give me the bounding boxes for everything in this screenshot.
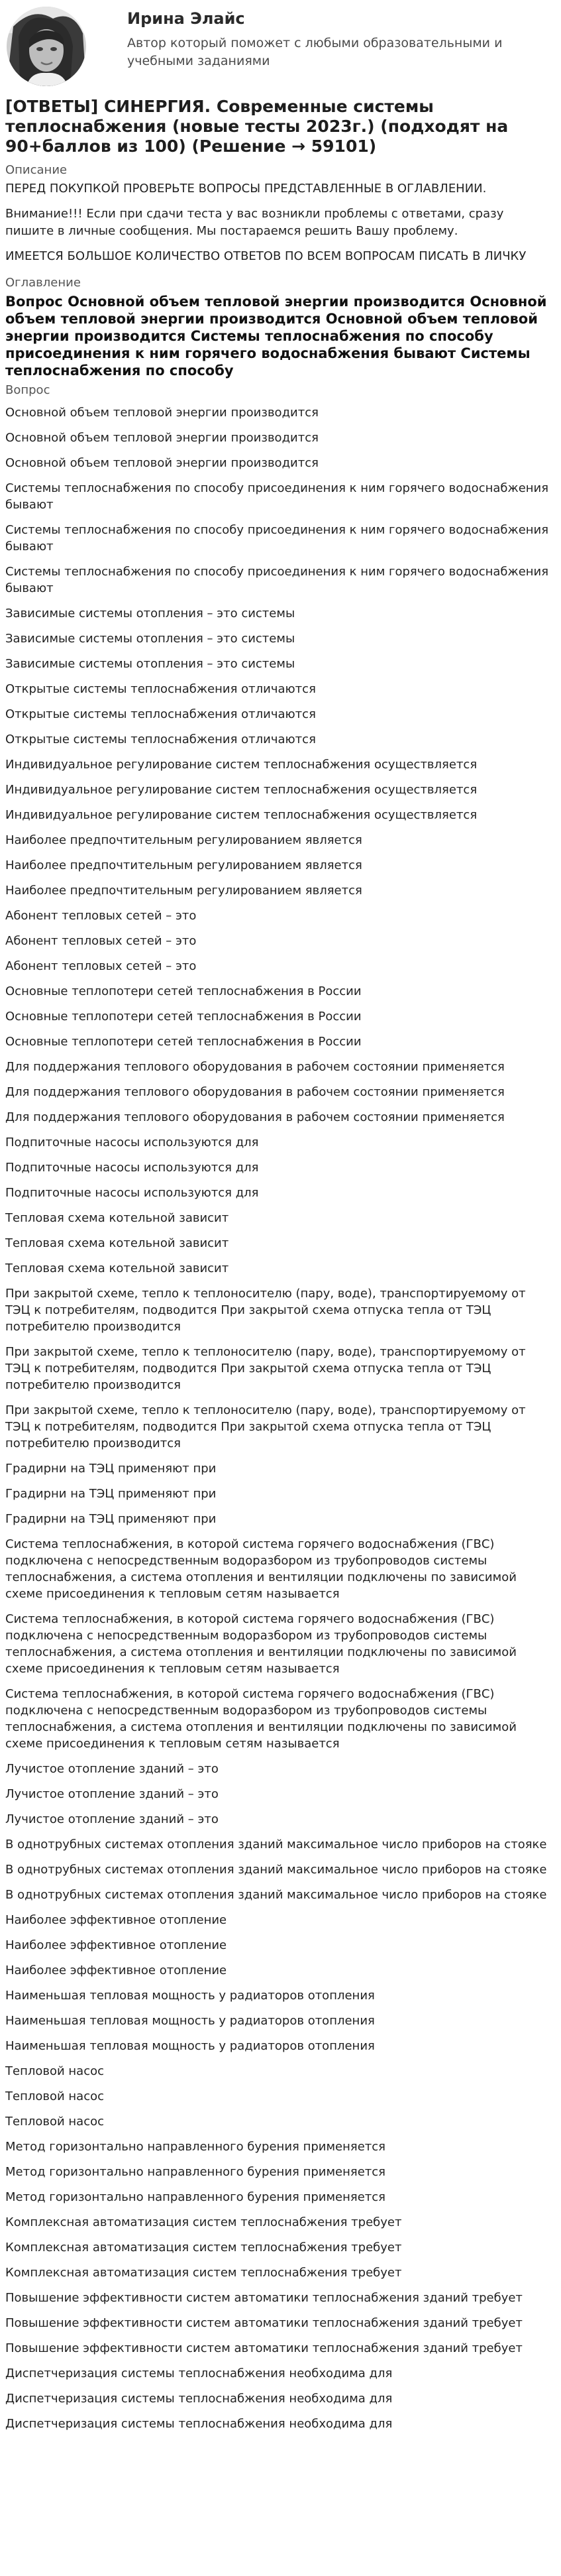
question-item: Наиболее эффективное отопление — [5, 1913, 227, 1927]
question-item: Абонент тепловых сетей – это — [5, 959, 197, 973]
question-item: При закрытой схеме, тепло к теплоносителю (пару, воде), транспортируемому от ТЭЦ к потребителям, подводится При закрытой схема отпуска тепла от ТЭЦ потребителю производится — [5, 1403, 526, 1450]
question-item: Метод горизонтально направленного бурения применяется — [5, 2140, 385, 2154]
question-item: Градирни на ТЭЦ применяют при — [5, 1512, 217, 1526]
question-item: Тепловая схема котельной зависит — [5, 1211, 229, 1225]
question-item: Системы теплоснабжения по способу присоединения к ним горячего водоснабжения бывают — [5, 481, 549, 512]
question-item: Повышение эффективности систем автоматики теплоснабжения зданий требует — [5, 2341, 523, 2355]
question-item: Подпиточные насосы используются для — [5, 1136, 259, 1149]
question-item: Абонент тепловых сетей – это — [5, 909, 197, 923]
author-name[interactable]: Ирина Элайс — [127, 9, 245, 28]
question-item: Диспетчеризация системы теплоснабжения необходима для — [5, 2367, 393, 2380]
question-item: Основной объем тепловой энергии производится — [5, 431, 319, 445]
question-item: Система теплоснабжения, в которой система горячего водоснабжения (ГВС) подключена с непосредственным водоразбором из трубопроводов системы теплоснабжения, а система отопления и вентиляции подключены по зависимой схеме присоединения к тепловым сетям называется — [5, 1687, 517, 1751]
question-label: Вопрос — [5, 383, 50, 397]
description-block — [5, 180, 556, 265]
question-item: Основные теплопотери сетей теплоснабжения в России — [5, 984, 362, 998]
question-item: Тепловая схема котельной зависит — [5, 1236, 229, 1250]
question-item: Тепловой насос — [5, 2089, 105, 2103]
question-item: Комплексная автоматизация систем теплоснабжения требует — [5, 2266, 402, 2280]
question-item: Тепловая схема котельной зависит — [5, 1261, 229, 1275]
question-item: Индивидуальное регулирование систем теплоснабжения осуществляется — [5, 783, 478, 797]
question-item: Для поддержания теплового оборудования в рабочем состоянии применяется — [5, 1060, 505, 1074]
question-item: Градирни на ТЭЦ применяют при — [5, 1487, 217, 1501]
question-item: Градирни на ТЭЦ применяют при — [5, 1462, 217, 1476]
question-item: Лучистое отопление зданий – это — [5, 1787, 219, 1801]
question-item: Наименьшая тепловая мощность у радиаторов отопления — [5, 2014, 375, 2028]
question-item: Открытые системы теплоснабжения отличаются — [5, 682, 316, 696]
question-item: Индивидуальное регулирование систем теплоснабжения осуществляется — [5, 758, 478, 772]
question-item: Лучистое отопление зданий – это — [5, 1812, 219, 1826]
toc-heading: Вопрос Основной объем тепловой энергии производится Основной объем тепловой энергии производится Основной объем тепловой энергии производится Системы теплоснабжения по способу присоединения к ним горячего водоснабжения бывают Системы теплоснабжения по способу — [5, 294, 547, 379]
question-item: Наиболее предпочтительным регулированием является — [5, 833, 362, 847]
toc-label: Оглавление — [5, 276, 81, 290]
question-item: Открытые системы теплоснабжения отличаются — [5, 732, 316, 746]
description-paragraph: ИМЕЕТСЯ БОЛЬШОЕ КОЛИЧЕСТВО ОТВЕТОВ ПО ВСЕМ ВОПРОСАМ ПИСАТЬ В ЛИЧКУ — [5, 249, 527, 263]
description-paragraph: ПЕРЕД ПОКУПКОЙ ПРОВЕРЬТЕ ВОПРОСЫ ПРЕДСТАВЛЕННЫЕ В ОГЛАВЛЕНИИ. — [5, 182, 487, 196]
question-item: Открытые системы теплоснабжения отличаются — [5, 707, 316, 721]
question-item: Для поддержания теплового оборудования в рабочем состоянии применяется — [5, 1110, 505, 1124]
question-item: Лучистое отопление зданий – это — [5, 1762, 219, 1776]
question-item: Индивидуальное регулирование систем теплоснабжения осуществляется — [5, 808, 478, 822]
question-item: Абонент тепловых сетей – это — [5, 934, 197, 948]
product-title: [ОТВЕТЫ] СИНЕРГИЯ. Современные системы теплоснабжения (новые тесты 2023г.) (подходят на 90+баллов из 100) (Решение → 59101) — [5, 97, 509, 156]
question-item: Тепловой насос — [5, 2115, 105, 2129]
author-info — [127, 5, 525, 70]
question-item: Диспетчеризация системы теплоснабжения необходима для — [5, 2392, 393, 2406]
question-item: Повышение эффективности систем автоматики теплоснабжения зданий требует — [5, 2316, 523, 2330]
question-item: Зависимые системы отопления – это системы — [5, 657, 295, 671]
question-item: Системы теплоснабжения по способу присоединения к ним горячего водоснабжения бывают — [5, 565, 549, 595]
question-item: Наиболее эффективное отопление — [5, 1938, 227, 1952]
question-item: Наименьшая тепловая мощность у радиаторов отопления — [5, 1989, 375, 2003]
question-item: Основные теплопотери сетей теплоснабжения в России — [5, 1010, 362, 1024]
question-item: Системы теплоснабжения по способу присоединения к ним горячего водоснабжения бывают — [5, 523, 549, 554]
question-item: Комплексная автоматизация систем теплоснабжения требует — [5, 2215, 402, 2229]
description-label: Описание — [5, 163, 68, 177]
author-description: Автор который поможет с любыми образовательными и учебными заданиями — [127, 36, 503, 68]
question-item: Метод горизонтально направленного бурения применяется — [5, 2190, 385, 2204]
question-item: Зависимые системы отопления – это системы — [5, 632, 295, 646]
author-card — [5, 5, 556, 93]
question-item: Наиболее предпочтительным регулированием является — [5, 884, 362, 898]
question-item: Система теплоснабжения, в которой система горячего водоснабжения (ГВС) подключена с непосредственным водоразбором из трубопроводов системы теплоснабжения, а система отопления и вентиляции подключены по зависимой схеме присоединения к тепловым сетям называется — [5, 1537, 517, 1601]
question-item: Диспетчеризация системы теплоснабжения необходима для — [5, 2417, 393, 2431]
description-paragraph: Внимание!!! Если при сдачи теста у вас возникли проблемы с ответами, сразу пишите в личные сообщения. Мы постараемся решить Вашу проблему. — [5, 207, 504, 238]
question-item: Система теплоснабжения, в которой система горячего водоснабжения (ГВС) подключена с непосредственным водоразбором из трубопроводов системы теплоснабжения, а система отопления и вентиляции подключены по зависимой схеме присоединения к тепловым сетям называется — [5, 1612, 517, 1676]
question-item: Тепловой насос — [5, 2064, 105, 2078]
question-item: Для поддержания теплового оборудования в рабочем состоянии применяется — [5, 1085, 505, 1099]
question-item: Комплексная автоматизация систем теплоснабжения требует — [5, 2241, 402, 2254]
question-item: Основной объем тепловой энергии производится — [5, 406, 319, 420]
question-item: Наименьшая тепловая мощность у радиаторов отопления — [5, 2039, 375, 2053]
question-item: Зависимые системы отопления – это системы — [5, 607, 295, 620]
author-avatar[interactable] — [7, 7, 86, 86]
question-item: Метод горизонтально направленного бурения применяется — [5, 2165, 385, 2179]
question-item: В однотрубных системах отопления зданий максимальное число приборов на стояке — [5, 1888, 547, 1902]
author-avatar-photo-icon — [7, 7, 86, 86]
question-item: В однотрубных системах отопления зданий максимальное число приборов на стояке — [5, 1863, 547, 1877]
question-item: В однотрубных системах отопления зданий максимальное число приборов на стояке — [5, 1838, 547, 1851]
question-item: Наиболее предпочтительным регулированием является — [5, 858, 362, 872]
question-item: Основные теплопотери сетей теплоснабжения в России — [5, 1035, 362, 1049]
question-item: Основной объем тепловой энергии производится — [5, 456, 319, 470]
question-item: Повышение эффективности систем автоматики теплоснабжения зданий требует — [5, 2291, 523, 2305]
question-item: Подпиточные насосы используются для — [5, 1161, 259, 1175]
question-list — [5, 404, 556, 2432]
question-item: Подпиточные насосы используются для — [5, 1186, 259, 1200]
question-item: При закрытой схеме, тепло к теплоносителю (пару, воде), транспортируемому от ТЭЦ к потребителям, подводится При закрытой схема отпуска тепла от ТЭЦ потребителю производится — [5, 1287, 526, 1334]
question-item: При закрытой схеме, тепло к теплоносителю (пару, воде), транспортируемому от ТЭЦ к потребителям, подводится При закрытой схема отпуска тепла от ТЭЦ потребителю производится — [5, 1345, 526, 1392]
question-item: Наиболее эффективное отопление — [5, 1963, 227, 1977]
